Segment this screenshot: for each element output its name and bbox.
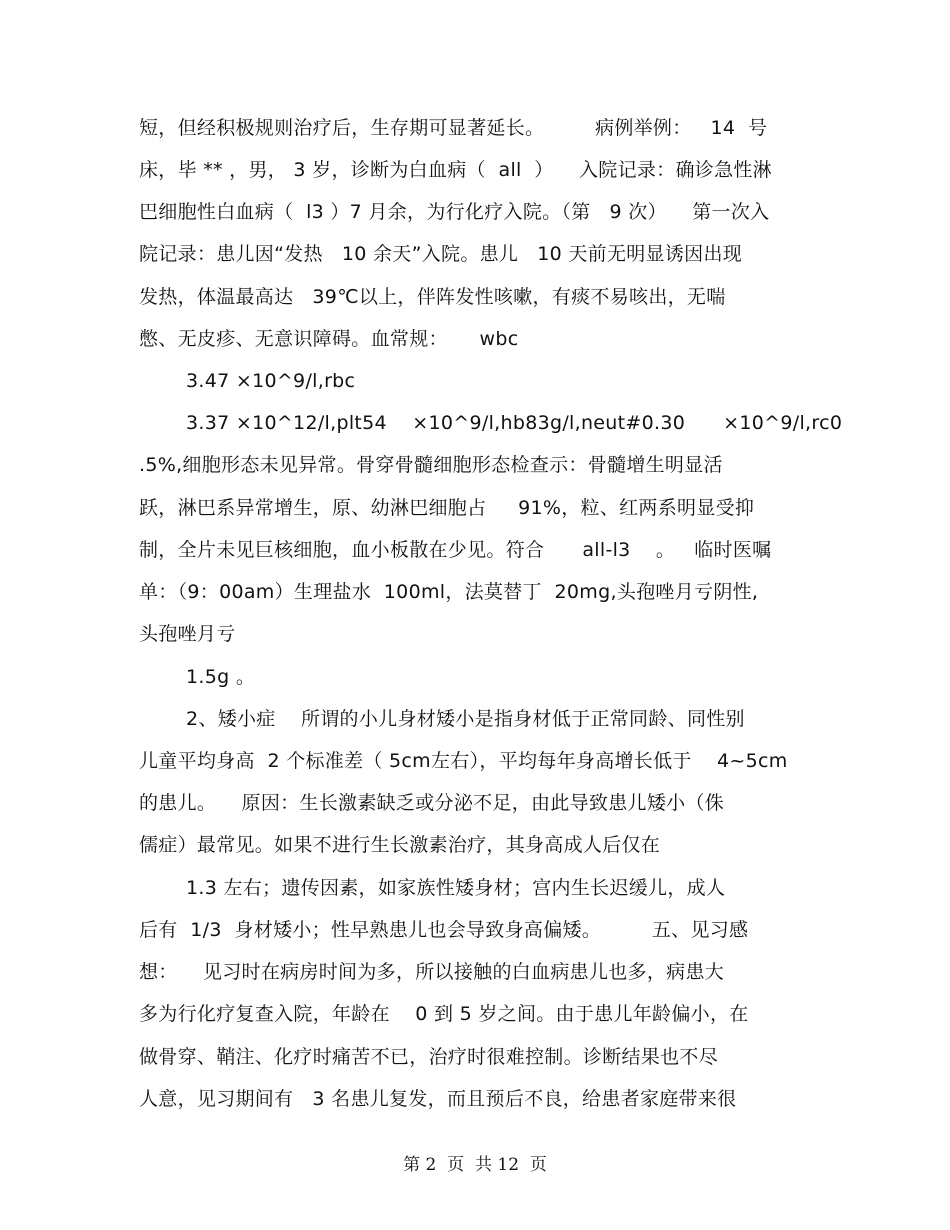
body-text-line: 的患儿。 原因：生长激素缺乏或分泌不足，由此导致患儿矮小（侏 [139, 792, 725, 814]
body-text-line: 制，全片未见巨核细胞，血小板散在少见。符合 all-l3 。 临时医嘱 [139, 539, 772, 561]
body-text-line: 院记录：患儿因“发热 10 余天”入院。患儿 10 天前无明显诱因出现 [139, 243, 743, 265]
body-text-line: 床，毕 ** ，男， 3 岁，诊断为白血病（ all ） 入院记录：确诊急性淋 [139, 159, 772, 181]
body-text-line: 1.5g 。 [186, 666, 256, 688]
body-text-line: 单：（9：00am）生理盐水 100ml，法莫替丁 20mg,头孢唑月亏阴性, [139, 581, 759, 603]
body-text-line: 人意，见习期间有 3 名患儿复发，而且预后不良，给患者家庭带来很 [139, 1088, 737, 1110]
body-text-line: 儒症）最常见。如果不进行生长激素治疗，其身高成人后仅在 [139, 834, 661, 856]
body-text-line: 巴细胞性白血病（ l3 ）7 月余，为行化疗入院。（第 9 次） 第一次入 [139, 201, 770, 223]
body-text-line: 2、矮小症 所谓的小儿身材矮小是指身材低于正常同龄、同性别 [186, 708, 745, 730]
body-text-line: 多为行化疗复查入院，年龄在 0 到 5 岁之间。由于患儿年龄偏小，在 [139, 1003, 749, 1025]
body-text-line: 3.47 ×10^9/l,rbc [186, 370, 356, 392]
body-text-line: 想： 见习时在病房时间为多，所以接触的白血病患儿也多，病患大 [139, 961, 725, 983]
body-text-line: 儿童平均身高 2 个标准差（ 5cm左右），平均每年身高增长低于 4~5cm [139, 750, 788, 772]
body-text-line: .5%,细胞形态未见异常。骨穿骨髓细胞形态检查示：骨髓增生明显活 [139, 454, 723, 476]
body-text-line: 跃，淋巴系异常增生，原、幼淋巴细胞占 91%，粒、红两系明显受抑 [139, 497, 755, 519]
page-footer: 第 2 页 共 12 页 [403, 1155, 547, 1175]
body-text-line: 憋、无皮疹、无意识障碍。血常规： wbc [139, 328, 519, 350]
body-text-line: 1.3 左右；遗传因素，如家族性矮身材；宫内生长迟缓儿，成人 [186, 877, 726, 899]
body-text-line: 3.37 ×10^12/l,plt54 ×10^9/l,hb83g/l,neut#0.30 ×10^9/l,rc0 [186, 412, 843, 434]
body-text-line: 做骨穿、鞘注、化疗时痛苦不已，治疗时很难控制。诊断结果也不尽 [139, 1046, 719, 1068]
body-text-line: 发热，体温最高达 39℃以上，伴阵发性咳嗽，有痰不易咳出，无喘 [139, 286, 726, 308]
body-text-line: 后有 1/3 身材矮小；性早熟患儿也会导致身高偏矮。 五、见习感 [139, 919, 749, 941]
body-text-line: 短，但经积极规则治疗后，生存期可显著延长。 病例举例： 14 号 [139, 117, 768, 139]
body-text-line: 头孢唑月亏 [139, 623, 236, 645]
